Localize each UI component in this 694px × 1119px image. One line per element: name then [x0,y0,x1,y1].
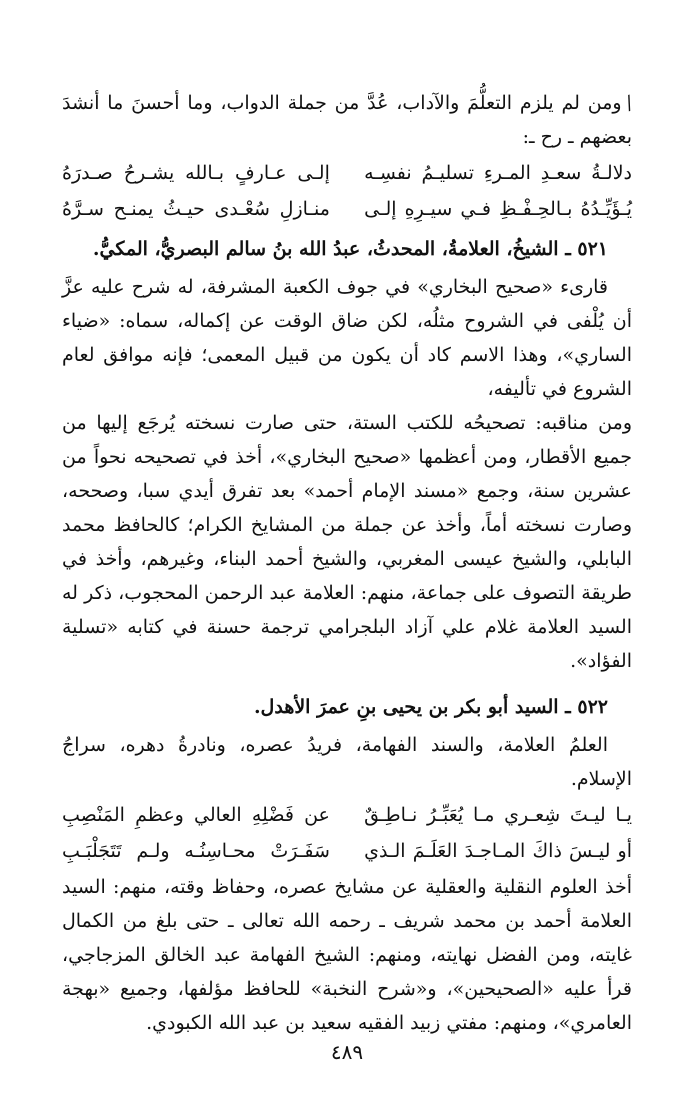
entry-521-heading: ٥٢١ ـ الشيخُ، العلامةُ، المحدثُ، عبدُ الله بنُ سالم البصريُّ، المكيُّ. [92,238,608,260]
margin-mark: / [622,91,636,115]
verse-4-second-hemistich: سَفَـرَتْ محـاسِنُـه ولـم تَتَجَلْبَـبِ [62,840,330,862]
entry-521-paragraph-1: قارىء «صحيح البخاري» في جوف الكعبة المشرفة، له شرح عليه عزَّ أن يُلْفى في الشروح مثلُه، لكن ضاق الوقت عن إكماله، سماه: «ضياء الساري»، وهذا الاسم كاد أن يكون من قبيل المعمى؛ فإنه موافق لعام الشروع في تأليفه، [62,276,632,400]
verse-line-3 [62,798,632,832]
page-number: ٤٨٩ [330,1040,364,1064]
verse-3-second-hemistich: عن فَضْلِهِ العالي وعظمِ المَنْصِبِ [62,804,330,826]
verse-2-first-hemistich: يُـؤَيِّـدُهُ بـالحِـفْـظِ فـي سيـرِهِ إلـى [364,198,632,220]
verse-1-first-hemistich: دلالـةُ سعـدِ المـرءِ تسليـمُ نفسِـه [364,162,632,184]
entry-522-paragraph-2: أخذ العلوم النقلية والعقلية عن مشايخ عصره، وحفاظ وقته، منهم: السيد العلامة أحمد بن محمد شريف ـ رحمه الله تعالى ـ حتى بلغ من الكمال غايته، ومن الفضل نهايته، ومنهم: الشيخ الفهامة عبد الخالق المزجاجي، قرأ عليه «الصحيحين»، و«شرح النخبة» للحافظ مؤلفها، وجميع «بهجة العامري»، ومنهم: مفتي زبيد الفقيه سعيد بن عبد الله الكبودي. [62,876,632,1034]
entry-521-paragraph-2: ومن مناقبه: تصحيحُه للكتب الستة، حتى صارت نسخته يُرجَع إليها من جميع الأقطار، ومن أعظمها «صحيح البخاري»، أخذ في تصحيحه نحواً من عشرين سنة، وجمع «مسند الإمام أحمد» بعد تفرق أيدي سبا، وصححه، وصارت نسخته أماً، وأخذ عن جملة من المشايخ الكرام؛ كالحافظ محمد البابلي، والشيخ عيسى المغربي، والشيخ أحمد البناء، وغيرهم، وأخذ في طريقة التصوف على جماعة، منهم: العلامة عبد الرحمن المحجوب، ذكر له السيد العلامة غلام علي آزاد البلجرامي ترجمة حسنة في كتابه «تسلية الفؤاد». [62,412,632,672]
verse-line-2 [62,192,632,226]
entry-522-paragraph-1: العلمُ العلامة، والسند الفهامة، فريدُ عصره، ونادرةُ دهره، سراجُ الإسلام. [62,734,632,790]
entry-522-heading: ٥٢٢ ـ السيد أبو بكر بن يحيى بنِ عمرَ الأهدل. [253,696,608,718]
page-body [62,86,636,1040]
verse-4-first-hemistich: أو ليـسَ ذاكَ المـاجـدَ العَلَـمَ الـذي [364,840,632,862]
verse-line-1 [62,156,632,190]
verse-line-4 [62,834,632,868]
verse-3-first-hemistich: يـا ليـتَ شِعـري مـا يُعَبِّـرُ نـاطِـقٌ [364,804,632,826]
intro-paragraph [62,86,636,154]
spacer [62,678,632,684]
verse-2-second-hemistich: منـازلِ سُعْـدى حيـثُ يمنـح سـرَّهُ [62,198,330,220]
intro-text: ومن لم يلزم التعلُّمَ والآداب، عُدَّ من جملة الدواب، وما أحسنَ ما أنشدَ بعضهم ـ رح ـ: [62,92,632,148]
verse-1-second-hemistich: إلـى عـارفٍ بـالله يشـرحُ صـدرَهُ [62,162,330,184]
